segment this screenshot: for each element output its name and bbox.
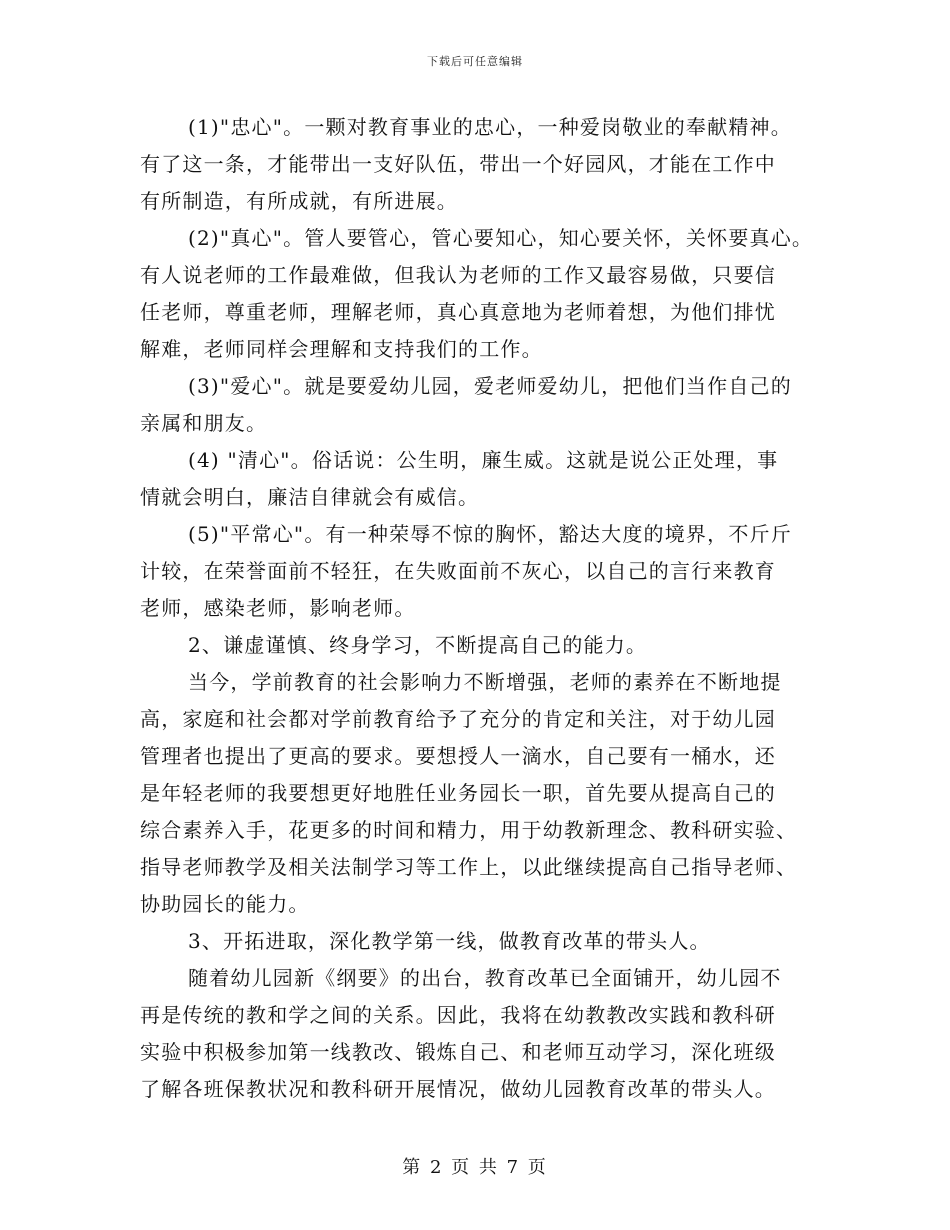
text-line: 当今，学前教育的社会影响力不断增强，老师的素养在不断地提 [188, 670, 782, 694]
text-line: 高，家庭和社会都对学前教育给予了充分的肯定和关注，对于幼儿园 [140, 707, 776, 731]
text-line: 是年轻老师的我要想更好地胜任业务园长一职，首先要从提高自己的 [140, 781, 776, 805]
text-line: 管理者也提出了更高的要求。要想授人一滴水，自己要有一桶水，还 [140, 744, 776, 768]
text-line: 情就会明白，廉洁自律就会有威信。 [140, 485, 480, 509]
text-line: 协助园长的能力。 [140, 892, 310, 916]
text-line: 有人说老师的工作最难做，但我认为老师的工作又最容易做，只要信 [140, 263, 776, 287]
text-line: 指导老师教学及相关法制学习等工作上，以此继续提高自己指导老师、 [140, 855, 798, 879]
body-text [140, 109, 830, 1108]
text-line: (5)"平常心"。有一种荣辱不惊的胸怀，豁达大度的境界，不斤斤 [188, 522, 792, 546]
text-line: (2)"真心"。管人要管心，管心要知心，知心要关怀，关怀要真心。 [188, 226, 814, 250]
text-line: 再是传统的教和学之间的关系。因此，我将在幼教教改实践和教科研 [140, 1003, 776, 1027]
text-line: 实验中积极参加第一线教改、锻炼自己、和老师互动学习，深化班级 [140, 1040, 776, 1064]
text-line: 计较，在荣誉面前不轻狂，在失败面前不灰心，以自己的言行来教育 [140, 559, 776, 583]
text-line: 亲属和朋友。 [140, 411, 268, 435]
text-line: 任老师，尊重老师，理解老师，真心真意地为老师着想，为他们排忧 [140, 300, 776, 324]
text-line: (4) "清心"。俗话说：公生明，廉生威。这就是说公正处理，事 [188, 448, 779, 472]
text-line: 2、谦虚谨慎、终身学习，不断提高自己的能力。 [188, 633, 648, 657]
page-header: 下载后可任意编辑 [427, 55, 523, 68]
text-line: 了解各班保教状况和教科研开展情况，做幼儿园教育改革的带头人。 [140, 1077, 776, 1101]
text-line: 有了这一条，才能带出一支好队伍，带出一个好园风，才能在工作中 [140, 152, 776, 176]
text-line: (3)"爱心"。就是要爱幼儿园，爱老师爱幼儿，把他们当作自己的 [188, 374, 792, 398]
text-line: 综合素养入手，花更多的时间和精力，用于幼教新理念、教科研实验、 [140, 818, 798, 842]
text-line: 有所制造，有所成就，有所进展。 [140, 189, 458, 213]
text-line: 老师，感染老师，影响老师。 [140, 596, 416, 620]
text-line: (1)"忠心"。一颗对教育事业的忠心，一种爱岗敬业的奉献精神。 [188, 115, 792, 139]
page-footer: 第 2 页 共 7 页 [402, 1157, 548, 1178]
text-line: 解难，老师同样会理解和支持我们的工作。 [140, 337, 543, 361]
text-line: 3、开拓进取，深化教学第一线，做教育改革的带头人。 [188, 929, 711, 953]
text-line: 随着幼儿园新《纲要》的出台，教育改革已全面铺开，幼儿园不 [188, 966, 782, 990]
